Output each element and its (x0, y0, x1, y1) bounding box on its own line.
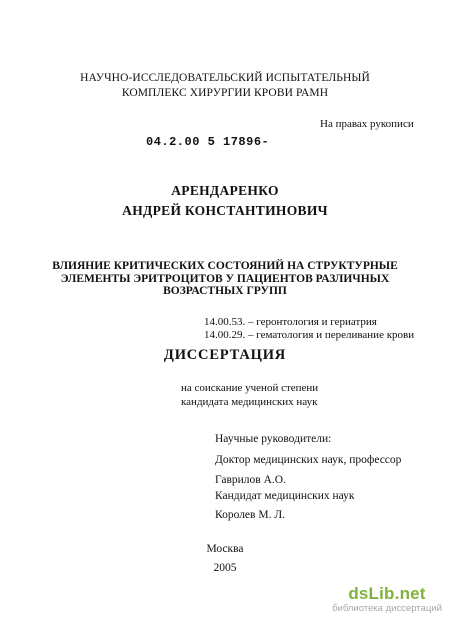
dslib-watermark (328, 584, 446, 615)
degree-line-1: на соискание ученой степени (181, 382, 319, 394)
institution-line-2: КОМПЛЕКС ХИРУРГИИ КРОВИ РАМН (121, 87, 329, 99)
thesis-title (0, 260, 450, 298)
thesis-title-line-3: ВОЗРАСТНЫХ ГРУПП (163, 285, 287, 297)
year: 2005 (213, 562, 237, 574)
supervisor-2-name: Королев М. Л. (215, 509, 285, 521)
specialty-line: 14.00.53. – геронтология и гериатрия (204, 316, 377, 328)
institution-header (0, 71, 450, 101)
dslib-subtitle: библиотека диссертаций (332, 603, 442, 614)
author-surname: АРЕНДАРЕНКО (171, 183, 279, 198)
dslib-logo: dsLib.net (348, 584, 426, 603)
supervisors-label: Научные руководители: (215, 433, 332, 445)
degree-line-2: кандидата медицинских наук (181, 396, 318, 408)
catalog-code: 04.2.00 5 17896- (146, 135, 270, 149)
thesis-title-line-1: ВЛИЯНИЕ КРИТИЧЕСКИХ СОСТОЯНИЙ НА СТРУКТУРНЫЕ (52, 260, 398, 272)
city: Москва (206, 543, 244, 555)
degree-statement (181, 381, 318, 409)
supervisor-1-title: Доктор медицинских наук, профессор (215, 454, 402, 466)
rights-note: На правах рукописи (320, 118, 414, 130)
document-type-heading: ДИССЕРТАЦИЯ (163, 347, 287, 363)
thesis-title-line-2: ЭЛЕМЕНТЫ ЭРИТРОЦИТОВ У ПАЦИЕНТОВ РАЗЛИЧНЫХ (60, 272, 390, 285)
author-given-names: АНДРЕЙ КОНСТАНТИНОВИЧ (122, 203, 328, 218)
institution-line-1: НАУЧНО-ИССЛЕДОВАТЕЛЬСКИЙ ИСПЫТАТЕЛЬНЫЙ (80, 72, 370, 84)
supervisor-2-title: Кандидат медицинских наук (215, 490, 355, 502)
specialty-line: 14.00.29. – гематология и переливание крови (204, 329, 415, 341)
specialty-codes (204, 316, 414, 342)
supervisor-1-name: Гаврилов А.О. (215, 474, 286, 486)
